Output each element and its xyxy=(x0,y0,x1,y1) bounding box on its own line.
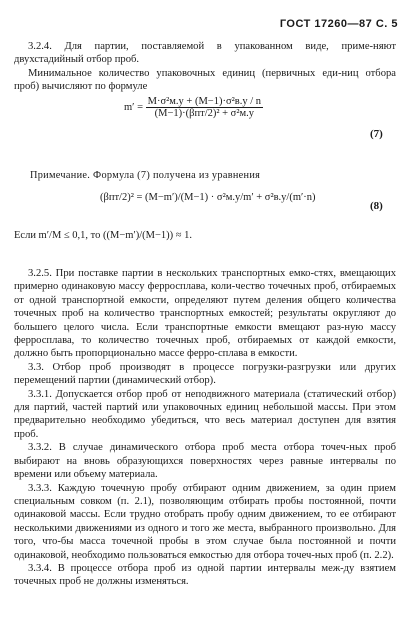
formula-7 xyxy=(124,96,263,119)
intro-block xyxy=(14,40,396,94)
formula-7-number: (7) xyxy=(370,128,383,140)
formula-8-number: (8) xyxy=(370,200,383,212)
condition-line: Если m′/M ≤ 0,1, то ((M−m′)/(M−1)) ≈ 1. xyxy=(14,230,193,241)
formula-7-lhs: m′ = xyxy=(124,101,144,113)
paragraph-3-3: 3.3. Отбор проб производят в процессе погрузки-разгрузки или других перемещений партии (динамический отбор). xyxy=(14,361,396,387)
page-header: ГОСТ 17260—87 С. 5 xyxy=(279,18,398,30)
paragraph-3-2-5: 3.2.5. При поставке партии в нескольких транспортных емко-стях, вмещающих примерно одинаковую массу ферросплава, коли-чество точечных проб, отбираемых от одной транспортной емкости, определяют путем деления общего количества точечных проб на количество транспортных емкостей; результаты округляют до большего целого числа. Если транспортные емкости вмещают раз-ную массу ферросплава, то количество точечных проб, отбираемых от каждой емкости, должно быть пропорционально массе ферро-сплава в емкости. xyxy=(14,268,396,360)
formula-8-lhs: (βпт/2)² = xyxy=(100,192,143,203)
paragraph-3-3-2: 3.3.2. В случае динамического отбора проб места отбора точеч-ных проб выбирают на вновь образующихся поверхностях через равные интервалы по времени или объему материала. xyxy=(14,442,396,481)
formula-7-numerator: M·σ²м.у + (M−1)·σ²в.у / n xyxy=(147,96,262,107)
formula-7-fraction xyxy=(146,96,263,119)
paragraph-3-3-3: 3.3.3. Каждую точечную пробу отбирают одним движением, за один прием специальным совком (п. 2.1), позволяющим отбирать пробы постоянной, почти одинаковой массы. Если трудно отобрать пробу одним движением, то ее отбирают несколькими движениями из одного и того же места, выбранного произвольно. Для того, что-бы масса точечной пробы в этом случае была постоянной и почти одинаковой, необходимо пользоваться емкостью для отбора точеч-ных проб (п. 2.2). xyxy=(14,482,396,561)
formula-7-denominator: (M−1)·(βпт/2)² + σ²м.у xyxy=(154,108,255,119)
main-block xyxy=(14,267,396,589)
paragraph-3-3-1: 3.3.1. Допускается отбор проб от неподвижного материала (статический отбор) для партий, частей партий или упаковочных единиц небольшой массы. При этом предварительно необходимо убедиться, что весь материал доступен для взятия проб. xyxy=(14,388,396,440)
paragraph-3-2-4: 3.2.4. Для партии, поставляемой в упакованном виде, приме-няют двухстадийный отбор проб. xyxy=(14,41,396,66)
formula-8-rhs: (M−m′)/(M−1) · σ²м.у/m′ + σ²в.у/(m′·n) xyxy=(145,192,316,203)
note: Примечание. Формула (7) получена из уравнения xyxy=(30,170,261,181)
paragraph-min-count: Минимальное количество упаковочных единиц (первичных еди-ниц отбора проб) вычисляют по формуле xyxy=(14,67,396,93)
formula-8 xyxy=(100,192,316,203)
paragraph-3-3-4: 3.3.4. В процессе отбора проб из одной партии интервалы меж-ду взятием точечных проб не должны изменяться. xyxy=(14,562,396,588)
